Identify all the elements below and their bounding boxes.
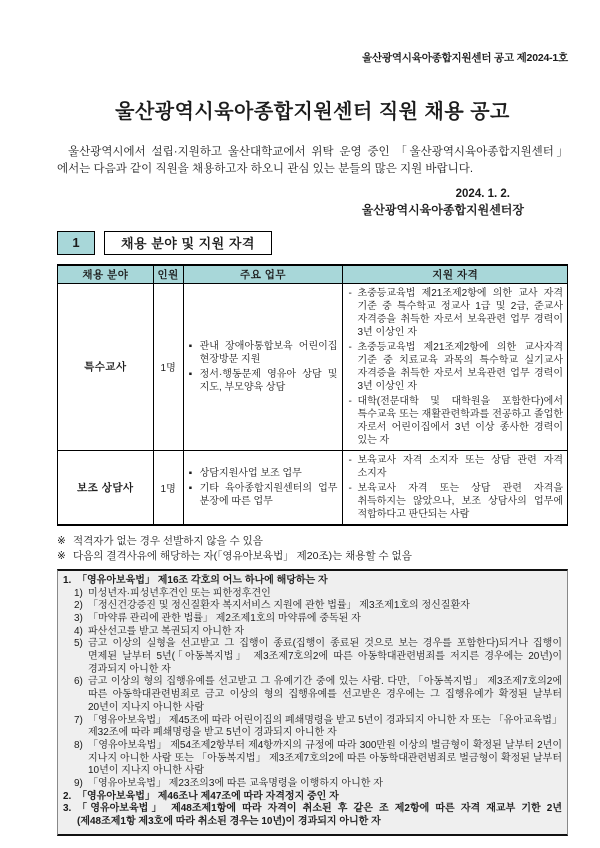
- note-line: [57, 549, 568, 564]
- legal-item-text: 「영유아보육법」 제45조에 따라 어린이집의 폐쇄명령을 받고 5년이 경과되지 아니한 자 또는 「유아교육법」 제32조에 따라 폐쇄명령을 받고 5년이 경과되지 아니한 자: [88, 714, 562, 739]
- legal-item-label: 1.: [63, 574, 72, 586]
- legal-item-label: 3.: [63, 803, 72, 815]
- page-title: 울산광역시육아종합지원센터 직원 채용 공고: [115, 101, 510, 123]
- section1-header: [57, 231, 568, 255]
- legal-item-label: 3): [74, 613, 83, 624]
- qualification-text: 보육교사 자격 또는 상담 관련 자격을 취득하지는 않았으나, 보조 상담사의 업무에 적합하다고 판단되는 사람: [357, 482, 563, 520]
- section1-number-badge: 1: [57, 231, 95, 255]
- dash-icon: -: [348, 287, 352, 299]
- legal-subitem: [74, 626, 562, 639]
- intro-paragraph: 울산광역시에서 설립·지원하고 울산대학교에서 위탁 운영 중인 「울산광역시육아종합지원센터」에서는 다음과 같이 직원을 채용하고자 하오니 관심 있는 분들의 많은 지원 바랍니다.: [57, 146, 568, 176]
- recruitment-table: [57, 264, 568, 526]
- qualification-text: 초중등교육법 제21조제2항에 의한 교사 자격 기준 중 특수학교 정교사 1급 및 2급, 준교사 자격증을 취득한 자로서 보육관련 업무 경력이 3년 이상인 자: [357, 287, 563, 338]
- note-text: 다음의 결격사유에 해당하는 자(「영유아보육법」 제20조)는 채용할 수 없음: [73, 549, 412, 562]
- qualification-text: 대학(전문대학 및 대학원을 포함한다)에서 특수교육 또는 재활관련학과를 전공하고 졸업한 자로서 어린이집에서 3년 이상 종사한 경력이 있는 자: [357, 395, 563, 446]
- legal-item-label: 7): [74, 714, 83, 726]
- row2-duties: [183, 450, 343, 525]
- qualification-item: [348, 482, 563, 521]
- legal-subitem: [74, 778, 562, 791]
- legal-subitem: [74, 638, 562, 676]
- note-line: [57, 534, 568, 549]
- duty-item: [189, 467, 338, 480]
- col-header-count: 인원: [153, 265, 183, 284]
- bullet-icon: ▪: [188, 482, 193, 494]
- dash-icon: -: [348, 454, 352, 466]
- row2-count: 1명: [153, 450, 183, 525]
- legal-item-text: 「영유아보육법」 제48조제1항에 따라 자격이 취소된 후 같은 조 제2항에 따른 자격 재교부 기한 2년(제48조제1항 제3호에 따라 취소된 경우는 10년)이 경과되지 아니한 자: [77, 803, 562, 827]
- qualification-text: 초중등교육법 제21조제2항에 의한 교사자격 기준 중 치료교육 과목의 특수학교 실기교사 자격증을 취득한 자로서 보육관련 업무 경력이 3년 이상인 자: [357, 341, 563, 392]
- doc-number: 울산광역시육아종합지원센터 공고 제2024-1호: [362, 52, 568, 64]
- dash-icon: -: [348, 395, 352, 407]
- legal-item-text: 미성년자·피성년후견인 또는 피한정후견인: [88, 587, 271, 599]
- row2-qualifications: [343, 450, 568, 525]
- table-row: [58, 283, 568, 450]
- duty-item: [189, 482, 338, 508]
- bullet-icon: ▪: [188, 340, 193, 352]
- legal-item: [63, 803, 562, 828]
- legal-item-label: 9): [74, 777, 83, 789]
- qualification-text: 보육교사 자격 소지자 또는 상담 관련 자격 소지자: [357, 454, 563, 479]
- bullet-icon: ▪: [188, 368, 193, 380]
- legal-item-label: 8): [74, 739, 83, 751]
- qualification-item: [348, 454, 563, 480]
- signer-name: 울산광역시육아종합지원센터장: [361, 202, 524, 217]
- footnotes: [57, 534, 568, 564]
- row1-count: 1명: [153, 283, 183, 450]
- legal-subitem: [74, 740, 562, 778]
- row1-duties: [183, 283, 343, 450]
- legal-subitem: [74, 600, 562, 613]
- legal-item-label: 5): [74, 638, 83, 650]
- legal-item-text: 파산선고를 받고 복권되지 아니한 자: [88, 625, 245, 637]
- legal-item-text: 「영유아보육법」 제16조 각호의 어느 하나에 해당하는 자: [77, 574, 328, 586]
- duty-text: 상담지원사업 보조 업무: [199, 467, 302, 479]
- legal-item-text: 「마약류 관리에 관한 법률」 제2조제1호의 마약류에 중독된 자: [88, 613, 361, 624]
- duty-text: 관내 장애아통합보육 어린이집 현장방문 지원: [199, 340, 338, 365]
- legal-subitem: [74, 676, 562, 714]
- dash-icon: -: [348, 482, 352, 494]
- legal-item-text: 금고 이상의 형의 집행유예를 선고받고 그 유예기간 중에 있는 사람. 다만, 「아동복지법」 제3조제7호의2에 따른 아동학대관련범죄로 금고 이상의 형의 집행유예를 선고받은 경우에는 그 집행유예가 확정된 날부터 20년이 지나지 아니한 사람: [88, 676, 562, 713]
- legal-item-text: 「영유아보육법」 제23조의3에 따른 교육명령을 이행하지 아니한 자: [88, 777, 383, 789]
- legal-subitem: [74, 613, 562, 626]
- legal-item-label: 2): [74, 600, 83, 612]
- note-text: 적격자가 없는 경우 선발하지 않을 수 있음: [73, 534, 263, 547]
- legal-item-label: 2.: [63, 790, 72, 802]
- reference-mark-icon: ※: [57, 549, 66, 562]
- table-row: [58, 450, 568, 525]
- duty-text: 기타 육아종합지원센터의 업무 분장에 따른 업무: [199, 482, 338, 507]
- legal-item-text: 「영유아보육법」 제46조나 제47조에 따라 자격정지 중인 자: [77, 790, 339, 802]
- legal-item-text: 「영유아보육법」 제54조제2항부터 제4항까지의 규정에 따라 300만원 이상의 벌금형이 확정된 날부터 2년이 지나지 아니한 사람 또는 「아동복지법」 제3조제7호의2에 따른 아동학대관련범죄로 벌금형이 확정된 날부터 10년이 지나지 아니한 사람: [88, 739, 562, 777]
- disqualification-box: [57, 569, 568, 836]
- reference-mark-icon: ※: [57, 534, 66, 547]
- duty-item: [189, 340, 338, 366]
- table-header-row: [58, 265, 568, 284]
- legal-subitem: [74, 588, 562, 601]
- row1-field: 특수교사: [58, 283, 154, 450]
- legal-item-label: 6): [74, 676, 83, 688]
- qualification-item: [348, 341, 563, 393]
- legal-item: [63, 575, 562, 588]
- col-header-duties: 주요 업무: [183, 265, 343, 284]
- duty-item: [189, 368, 338, 394]
- col-header-field: 채용 분야: [58, 265, 154, 284]
- legal-item-text: 금고 이상의 실형을 선고받고 그 집행이 종료(집행이 종료된 것으로 보는 경우를 포함한다)되거나 집행이 면제된 날부터 5년(「아동복지법」 제3조제7호의2에 따른 아동학대관련범죄를 저지른 경우에는 20년)이 경과되지 아니한 자: [88, 638, 562, 675]
- row2-field: 보조 상담사: [58, 450, 154, 525]
- col-header-qualifications: 지원 자격: [343, 265, 568, 284]
- section1-title: 채용 분야 및 지원 자격: [104, 231, 272, 255]
- legal-item: [63, 791, 562, 804]
- announcement-date: 2024. 1. 2.: [455, 187, 510, 200]
- dash-icon: -: [348, 341, 352, 353]
- bullet-icon: ▪: [188, 467, 193, 479]
- qualification-item: [348, 395, 563, 447]
- legal-item-label: 1): [74, 587, 83, 599]
- legal-item-text: 「정신건강증진 및 정신질환자 복지서비스 지원에 관한 법률」 제3조제1호의 정신질환자: [88, 600, 470, 612]
- qualification-item: [348, 287, 563, 339]
- legal-subitem: [74, 715, 562, 740]
- legal-item-label: 4): [74, 625, 83, 637]
- duty-text: 정서·행동문제 영유아 상담 및 지도, 부모양육 상담: [199, 368, 338, 393]
- row1-qualifications: [343, 283, 568, 450]
